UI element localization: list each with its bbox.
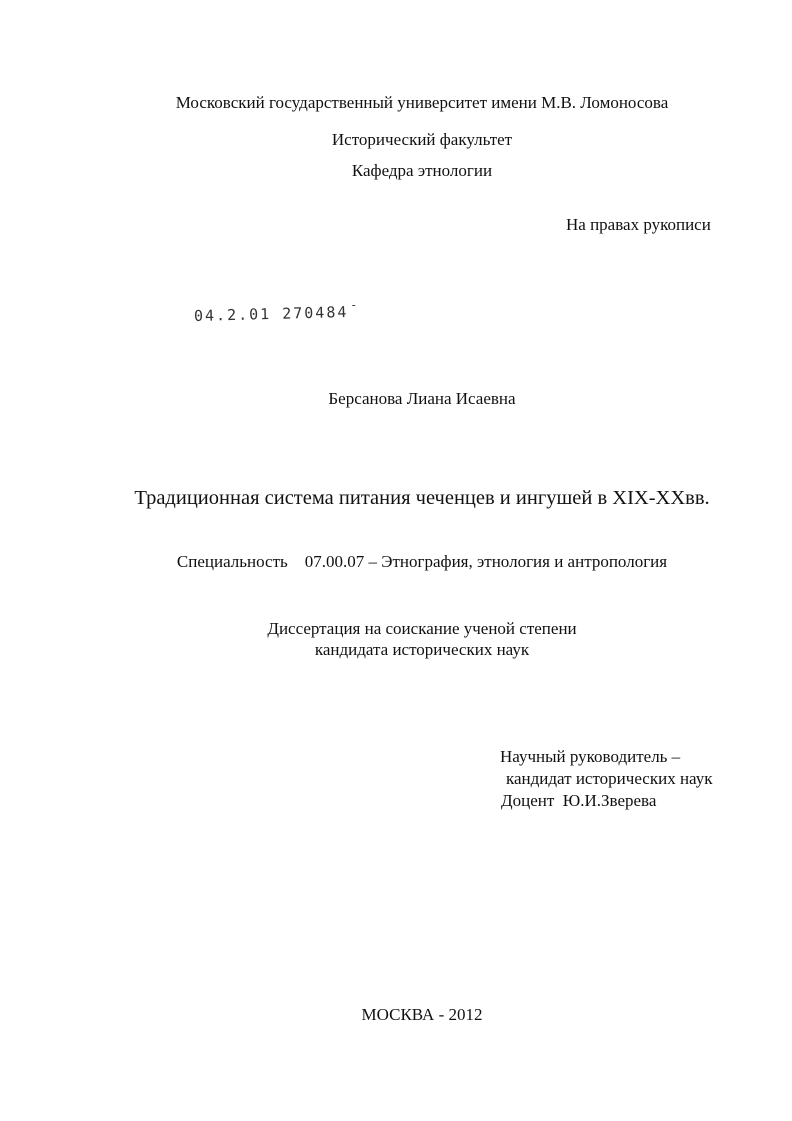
registration-stamp-mark: - — [350, 297, 360, 312]
university-name: Московский государственный университет имени М.В. Ломоносова — [175, 93, 669, 112]
specialty-label: Специальность — [176, 552, 288, 571]
degree-line-1: Диссертация на соискание ученой степени — [267, 619, 577, 638]
registration-stamp-code: 04.2.01 270484 — [193, 302, 349, 325]
specialty-code: 07.00.07 — [304, 552, 365, 571]
registration-stamp — [193, 297, 360, 325]
degree-line-2: кандидата исторических наук — [314, 640, 530, 659]
city-year: МОСКВА - 2012 — [361, 1005, 483, 1024]
manuscript-note: На правах рукописи — [566, 215, 711, 234]
supervisor-name: Доцент Ю.И.Зверева — [501, 791, 657, 810]
supervisor-degree: кандидат исторических наук — [506, 769, 713, 788]
dissertation-title: Традиционная система питания чеченцев и ингушей в XIX-XXвв. — [134, 487, 710, 509]
specialty-name: – Этнография, этнология и антропология — [368, 552, 668, 571]
author-name: Берсанова Лиана Исаевна — [328, 389, 516, 408]
faculty-name: Исторический факультет — [331, 130, 513, 149]
specialty-line — [0, 552, 792, 572]
department-name: Кафедра этнологии — [351, 161, 493, 180]
supervisor-role: Научный руководитель – — [500, 747, 681, 766]
